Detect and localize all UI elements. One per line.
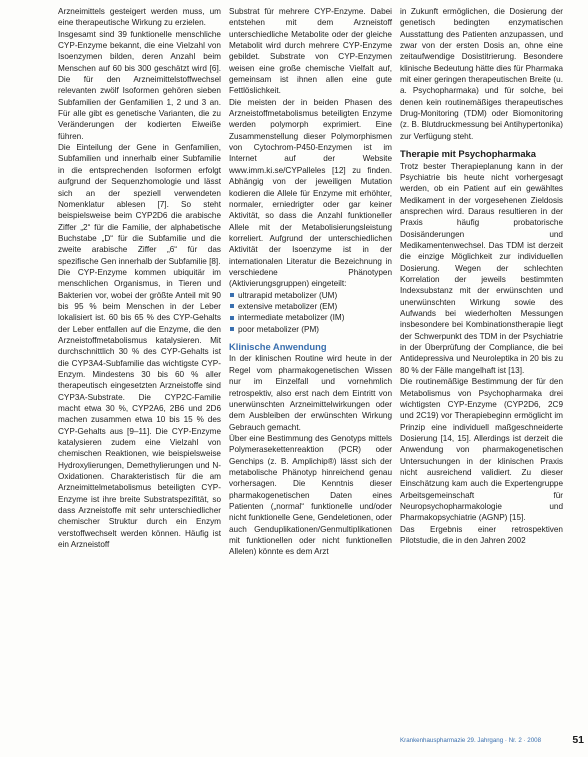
paragraph: Die routinemäßige Bestimmung der für den Metabolismus von Psychopharmaka drei wichtigsten CYP-Enzyme (CYP2D6, 2C9 und 2C19) vor Therapiebeginn ermöglicht im Prinzip eine individuell maßgeschneiderte Dosierung [14, 15]. Allerdings ist derzeit die Anwendung von pharmakogenetischen Untersuchungen in der klinischen Praxis nicht ausreichend validiert. Zu dieser Einschätzung kam auch die Expertengruppe Arbeitsgemeinschaft für Neuropsychopharmakologie und Pharmakopsychiatrie (AGNP) [15]. <box>400 377 563 523</box>
list-item: intermediate metabolizer (IM) <box>229 312 392 323</box>
journal-citation: Krankenhauspharmazie 29. Jahrgang · Nr. 2 · 2008 <box>400 737 542 744</box>
list-item: extensive metabolizer (EM) <box>229 301 392 312</box>
section-heading: Klinische Anwendung <box>229 340 327 352</box>
paragraph: Insgesamt sind 39 funktionelle menschliche CYP-Enzyme bekannt, die eine Vielzahl von Isoenzymen bilden, deren Anzahl beim Menschen auf 60 bis 300 geschätzt wird [6]. Die für den Arzneimittelstoffwechsel relevanten zwölf Isoformen gehören sieben Subfamilien der Genfamilien 1, 2 und 3 an. Für alle gibt es genetische Varianten, die zu Veränderungen der kodierten Eiweiße führen. <box>58 29 221 141</box>
section-heading: Therapie mit Psychopharmaka <box>400 148 536 160</box>
page-footer <box>400 734 584 746</box>
paragraph: in Zukunft ermöglichen, die Dosierung der genetisch bedingten enzymatischen Ausstattung des Patienten anzupassen, und zwar von der ersten Dosis an, ohne eine zeitaufwendige Dosistitrierung. Besondere klinische Bedeutung hätte dies für Pharmaka mit einer geringen therapeutischen Breite (u. a. Psychopharmaka) und für solche, bei denen kein routinemäßiges therapeutisches Drug-Monitoring (TDM) oder Biomonitoring (z. B. Blutdruckmessung bei Antihypertonika) zur Verfügung steht. <box>400 7 563 141</box>
list-item: ultrarapid metabolizer (UM) <box>229 290 392 301</box>
text-column-3 <box>400 6 563 546</box>
paragraph: Die meisten der in beiden Phasen des Arzneistoffmetabolismus beteiligten Enzyme werden polymorph exprimiert. Eine Zusammenstellung dieser Polymorphismen von Cytochrom-P450-Enzymen ist im Internet auf der Website www.imm.ki.se/CYPalleles [12] zu finden. Abhängig von der jeweiligen Mutation kodieren die Allele für Enzyme mit erhöhter, normaler, erniedrigter oder gar keiner Aktivität, so dass die Anzahl funktioneller Allele mit der Metabolisierungsleistung korreliert. Aufgrund der unterschiedlichen Aktivität der Isoenzyme ist in der internationalen Literatur die Bezeichnung in verschiedene Phänotypen (Aktivierungsgruppen) eingeteilt: <box>229 97 392 289</box>
phenotype-list <box>229 290 392 335</box>
list-item: poor metabolizer (PM) <box>229 324 392 335</box>
paragraph: Trotz bester Therapieplanung kann in der Psychiatrie bis heute nicht vorhergesagt werden, ob ein Patient auf ein gewähltes Medikament in der vorgesehenen Zieldosis ansprechen wird. Daraus resultieren in der Praxis häufig probatorische Dosisänderungen und Medikamentenwechsel. Das TDM ist derzeit die einzige Möglichkeit zur individuellen Dosierung. Wegen der schlechten Korrelation der jeweils bestimmten Indexsubstanz mit der erwünschten und unerwünschten Wirkung sowie des Aufwands bei wiederholten Messungen insbesondere bei Kombinationstherapie liegt der Schwerpunkt des TDM in der Psychiatrie in der Überprüfung der Compliance, die bei Antidepressiva und Neuroleptika in 20 bis zu 80 % der Fälle mangelhaft ist [13]. <box>400 161 563 375</box>
paragraph: Die Einteilung der Gene in Genfamilien, Subfamilien und innerhalb einer Subfamilie in die entsprechenden Isoformen erfolgt aufgrund der Sequenzhomologie und lässt sich an der speziell verwendeten Nomenklatur ablesen [7]. So steht beispielsweise beim CYP2D6 die arabische Ziffer „2“ für die Familie, der alphabetische Buchstabe „D“ für die Subfamilie und die zweite arabische Ziffer „6“ für das spezifische Gen innerhalb der Subfamilie [8]. <box>58 143 221 266</box>
paragraph: Über eine Bestimmung des Genotyps mittels Polymerasekettenreaktion (PCR) oder Genchips (z. B. Amplichip®) lässt sich der metabolische Phänotyp hinreichend genau vorhersagen. Die Kenntnis dieser pharmakogenetischen Daten eines Patienten („normal“ funktionelle und/oder nicht funktionelle Gene, Gendeletionen, oder auch Genduplikationen/Genmultiplikationen mit funktionellen oder nicht funktionellen Allelen) könnte es dem Arzt <box>229 433 392 557</box>
paragraph: In der klinischen Routine wird heute in der Regel vom pharmakogenetischen Wissen nur im Einzelfall und vornehmlich retrospektiv, also erst nach dem Eintritt von unerwünschten Arzneimittelwirkungen oder dem Ausbleiben der erwünschten Wirkung Gebrauch gemacht. <box>229 354 392 432</box>
paragraph: Arzneimittels gesteigert werden muss, um eine therapeutische Wirkung zu erzielen. <box>58 7 221 28</box>
page-number: 51 <box>572 734 584 746</box>
text-column-2 <box>229 6 392 558</box>
paragraph: Die CYP-Enzyme kommen ubiquitär im menschlichen Organismus, in Tieren und Bakterien vor, wobei der größte Anteil mit 90 bis 95 % beim Menschen in der Leber lokalisiert ist. 60 bis 65 % des CYP-Gehalts der Leber entfallen auf die Enzyme, die den Arzneistoffmetabolismus katalysieren. Mit durchschnittlich 30 % des CYP-Gehalts ist die CYP3A4-Subfamilie das wichtigste CYP-Enzym. Mindestens 30 bis 60 % aller therapeutisch eingesetzten Arzneistoffe sind CYP3A-Substrate. Die CYP2C-Familie macht etwa 30 %, CYP2A6, 2B6 und 2D6 machen zusammen etwa 10 bis 15 % des CYP-Gehalts aus [9–11]. Die CYP-Enzyme katalysieren zudem eine Vielzahl von chemischen Reaktionen, wie beispielsweise Hydroxylierungen, Demethylierungen und N-Oxidationen. Charakteristisch für die am Arzneimittelmetabolismus beteiligten CYP-Enzyme ist ihre breite Substratspezifität, so dass Arzneistoffe mit sehr unterschiedlicher chemischer Struktur durch ein Enzym verstoffwechselt werden können. Häufig ist ein Arzneistoff <box>58 267 221 550</box>
paragraph: Das Ergebnis einer retrospektiven Pilotstudie, die in den Jahren 2002 <box>400 524 563 545</box>
paragraph: Substrat für mehrere CYP-Enzyme. Dabei entstehen mit dem Arzneistoff unterschiedliche Metabolite oder der gleiche Metabolit wird durch mehrere CYP-Enzyme gebildet. Substrate von CYP-Enzymen weisen eine große chemische Vielfalt auf, gemeinsam ist ihnen allen eine gute Fettlöslichkeit. <box>229 7 392 96</box>
text-column-1 <box>58 6 221 551</box>
